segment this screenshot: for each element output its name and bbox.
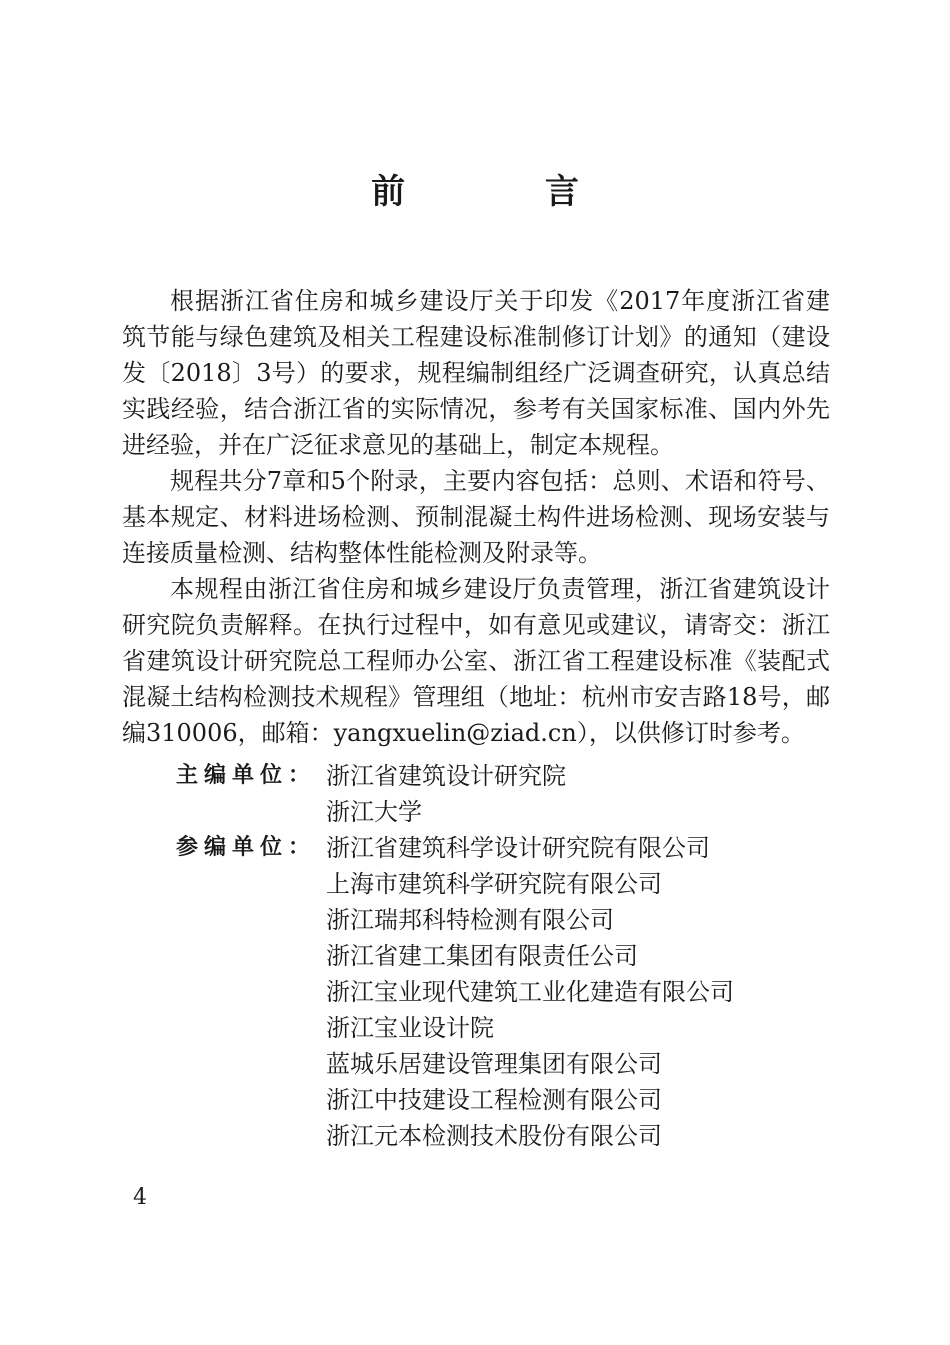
unit-name: 蓝城乐居建设管理集团有限公司 [326,1050,662,1078]
unit-name: 浙江省建工集团有限责任公司 [326,942,638,970]
unit-name: 浙江宝业现代建筑工业化建造有限公司 [326,978,734,1006]
paragraph: 本规程由浙江省住房和城乡建设厅负责管理，浙江省建筑设计研究院负责解释。在执行过程中，如有意见或建议，请寄交：浙江省建筑设计研究院总工程师办公室、浙江省工程建设标准《装配式混凝土结构检测技术规程》管理组（地址：杭州市安吉路18号，邮编310006，邮箱：yangxuelin@ziad.cn），以供修订时参考。 [122,575,830,747]
chief-editor-label: 主编单位： [176,763,317,788]
editor-units [176,758,830,1154]
participating-editor-row [176,830,830,1154]
paragraph: 规程共分7章和5个附录，主要内容包括：总则、术语和符号、基本规定、材料进场检测、预制混凝土构件进场检测、现场安装与连接质量检测、结构整体性能检测及附录等。 [122,467,830,567]
chief-editor-row [176,758,830,830]
unit-name: 浙江省建筑科学设计研究院有限公司 [326,834,710,862]
participating-editor-list [326,830,830,1154]
unit-name: 浙江中技建设工程检测有限公司 [326,1086,662,1114]
page-title: 前 言 [371,172,643,212]
unit-name: 上海市建筑科学研究院有限公司 [326,870,662,898]
unit-name: 浙江大学 [326,798,422,826]
preface-body [122,283,830,751]
unit-name: 浙江元本检测技术股份有限公司 [326,1122,662,1150]
unit-name: 浙江省建筑设计研究院 [326,762,566,790]
unit-name: 浙江瑞邦科特检测有限公司 [326,906,614,934]
page-number: 4 [133,1185,147,1210]
chief-editor-list [326,758,830,830]
paragraph: 根据浙江省住房和城乡建设厅关于印发《2017年度浙江省建筑节能与绿色建筑及相关工程建设标准制修订计划》的通知（建设发〔2018〕3号）的要求，规程编制组经广泛调查研究，认真总结实践经验，结合浙江省的实际情况，参考有关国家标准、国内外先进经验，并在广泛征求意见的基础上，制定本规程。 [122,287,830,459]
participating-editor-label: 参编单位： [176,835,317,860]
unit-name: 浙江宝业设计院 [326,1014,494,1042]
